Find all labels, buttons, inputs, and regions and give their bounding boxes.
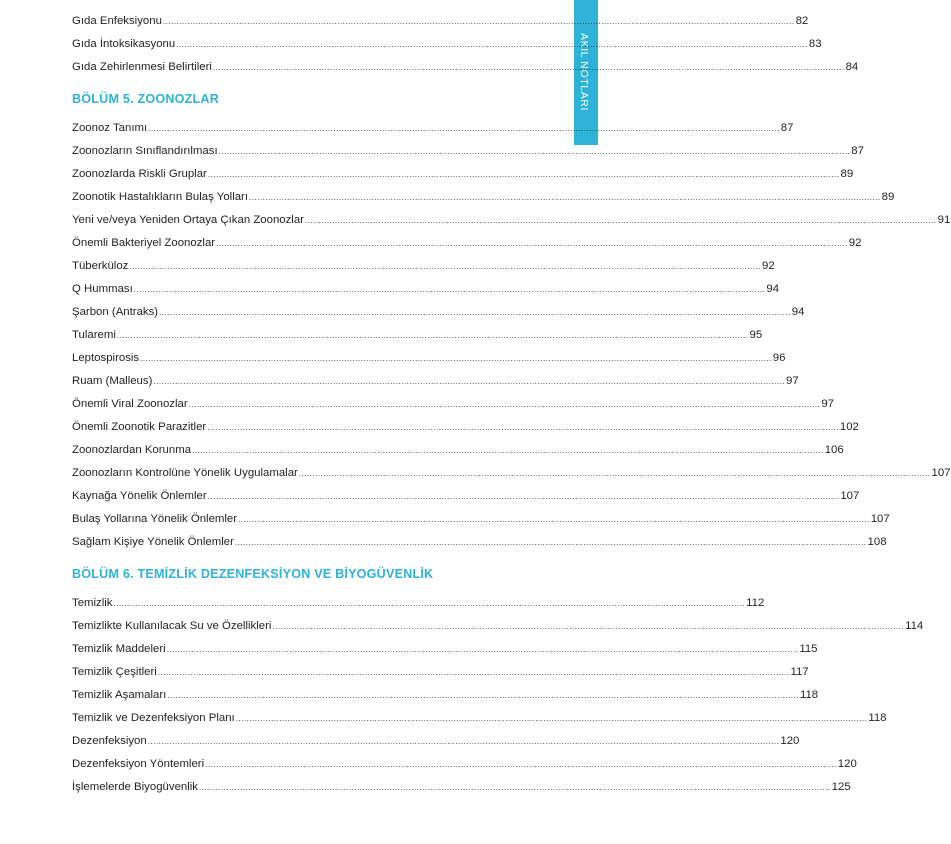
toc-entry-title: Dezenfeksiyon Yöntemleri [72, 758, 205, 770]
dot-leader: ........................................................................................................................................................................................................................................ [298, 469, 931, 478]
dot-leader: ........................................................................................................................................................................................................................................ [207, 492, 840, 501]
toc-entry-page: 95 [749, 329, 763, 341]
toc-entry-title: Temizlik [72, 597, 113, 609]
chapter-heading: BÖLÜM 5. ZOONOZLAR [72, 92, 220, 106]
toc-entry-page: 94 [791, 306, 805, 318]
toc-entry-page: 89 [881, 191, 895, 203]
toc-entry [72, 278, 780, 301]
toc-entry-page: 117 [790, 666, 809, 678]
toc-entry-page: 92 [848, 237, 862, 249]
toc-entry [72, 462, 951, 485]
toc-entry-page: 96 [772, 352, 786, 364]
toc-entry [72, 56, 859, 79]
toc-entry-title: Dezenfeksiyon [72, 735, 147, 747]
toc-entry-title: Leptospirosis [72, 352, 140, 364]
dot-leader: ........................................................................................................................................................................................................................................ [216, 239, 848, 248]
toc-entry-title: Q Humması [72, 283, 133, 295]
toc-entry-page: 120 [837, 758, 857, 770]
dot-leader: ........................................................................................................................................................................................................................................ [235, 714, 868, 723]
dot-leader: ........................................................................................................................................................................................................................................ [272, 622, 905, 631]
toc-entry-page: 87 [780, 122, 794, 134]
dot-leader: ........................................................................................................................................................................................................................................ [199, 783, 831, 792]
toc-entry-title: Sağlam Kişiye Yönelik Önlemler [72, 536, 234, 548]
dot-leader: ........................................................................................................................................................................................................................................ [176, 40, 808, 49]
toc-entry [72, 439, 844, 462]
dot-leader: ........................................................................................................................................................................................................................................ [205, 760, 837, 769]
toc-entry [72, 531, 887, 554]
toc-entry [72, 776, 851, 799]
toc-entry [72, 10, 809, 33]
toc-entry-title: Ruam (Malleus) [72, 375, 153, 387]
toc-entry-page: 108 [867, 536, 887, 548]
toc-entry-title: Önemli Bakteriyel Zoonozlar [72, 237, 216, 249]
toc-entry-page: 112 [746, 597, 765, 609]
toc-entry [72, 232, 862, 255]
toc-entry-title: İşlemelerde Biyogüvenlik [72, 781, 198, 793]
dot-leader: ........................................................................................................................................................................................................................................ [207, 423, 839, 432]
toc-entry-title: Gıda Enfeksiyonu [72, 15, 162, 27]
toc-entry-title: Yeni ve/veya Yeniden Ortaya Çıkan Zoonozlar [72, 214, 304, 226]
toc-entry-title: Temizlik Maddeleri [72, 643, 166, 655]
toc-entry-title: Önemli Zoonotik Parazitler [72, 421, 207, 433]
toc-entry [72, 416, 859, 439]
toc-entry-title: Tüberküloz [72, 260, 129, 272]
side-tab-label: AKIL NOTLARI [578, 33, 590, 111]
toc-entry-title: Zoonozların Sınıflandırılması [72, 145, 218, 157]
toc-entry [72, 163, 854, 186]
toc-entry-page: 114 [905, 620, 924, 632]
dot-leader: ........................................................................................................................................................................................................................................ [167, 691, 799, 700]
toc-entry [72, 324, 763, 347]
toc-entry [72, 592, 765, 615]
toc-entry-title: Temizlik Çeşitleri [72, 666, 157, 678]
dot-leader: ........................................................................................................................................................................................................................................ [162, 17, 795, 26]
toc-entry-page: 107 [870, 513, 890, 525]
toc-entry-page: 84 [845, 61, 859, 73]
dot-leader: ........................................................................................................................................................................................................................................ [212, 63, 845, 72]
toc-entry-page: 92 [762, 260, 775, 272]
toc-entry-title: Temizlikte Kullanılacak Su ve Özellikleri [72, 620, 272, 632]
toc-entry [72, 684, 819, 707]
toc-entry [72, 730, 800, 753]
toc-entry [72, 186, 895, 209]
toc-entry-title: Tularemi [72, 329, 116, 341]
dot-leader: ........................................................................................................................................................................................................................................ [234, 538, 867, 547]
toc-entry [72, 707, 887, 730]
toc-entry-title: Zoonotik Hastalıkların Bulaş Yolları [72, 191, 249, 203]
dot-leader: ........................................................................................................................................................................................................................................ [153, 377, 786, 386]
toc-entry-page: 125 [831, 781, 851, 793]
toc-entry [72, 661, 809, 684]
dot-leader: ........................................................................................................................................................................................................................................ [148, 124, 780, 133]
toc-entry-page: 91 [937, 214, 951, 226]
toc-entry [72, 33, 822, 56]
toc-entry-page: 97 [786, 375, 799, 387]
toc-entry-page: 120 [780, 735, 800, 747]
toc-entry-title: Gıda İntoksikasyonu [72, 38, 176, 50]
toc-entry-page: 118 [799, 689, 819, 701]
dot-leader: ........................................................................................................................................................................................................................................ [147, 737, 780, 746]
toc-entry-title: Zoonoz Tanımı [72, 122, 148, 134]
toc-entry [72, 615, 924, 638]
toc-entry-page: 97 [821, 398, 834, 410]
dot-leader: ........................................................................................................................................................................................................................................ [157, 668, 790, 677]
dot-leader: ........................................................................................................................................................................................................................................ [192, 446, 824, 455]
toc-entry [72, 209, 951, 232]
toc-entry-title: Zoonozlardan Korunma [72, 444, 192, 456]
dot-leader: ........................................................................................................................................................................................................................................ [133, 285, 766, 294]
toc-entry [72, 370, 799, 393]
toc-entry-title: Temizlik Aşamaları [72, 689, 167, 701]
toc-entry-page: 83 [808, 38, 822, 50]
dot-leader: ........................................................................................................................................................................................................................................ [249, 193, 881, 202]
toc-entry [72, 638, 818, 661]
dot-leader: ........................................................................................................................................................................................................................................ [188, 400, 821, 409]
dot-leader: ........................................................................................................................................................................................................................................ [166, 645, 799, 654]
toc-entry [72, 508, 890, 531]
toc-entry [72, 393, 834, 416]
toc-entry-page: 106 [824, 444, 844, 456]
dot-leader: ........................................................................................................................................................................................................................................ [116, 331, 749, 340]
dot-leader: ........................................................................................................................................................................................................................................ [207, 170, 840, 179]
toc-entry-title: Bulaş Yollarına Yönelik Önlemler [72, 513, 238, 525]
toc-entry [72, 140, 864, 163]
dot-leader: ........................................................................................................................................................................................................................................ [129, 262, 762, 271]
toc-entry-title: Önemli Viral Zoonozlar [72, 398, 188, 410]
toc-entry-page: 115 [799, 643, 818, 655]
dot-leader: ........................................................................................................................................................................................................................................ [238, 515, 870, 524]
toc-entry-page: 89 [840, 168, 854, 180]
toc-entry-page: 87 [851, 145, 864, 157]
dot-leader: ........................................................................................................................................................................................................................................ [218, 147, 851, 156]
toc-entry-page: 118 [868, 712, 887, 724]
toc-entry-page: 107 [840, 490, 860, 502]
toc-entry-page: 102 [839, 421, 859, 433]
toc-entry-page: 94 [766, 283, 780, 295]
toc-entry [72, 117, 794, 140]
toc-entry-title: Zoonozlarda Riskli Gruplar [72, 168, 207, 180]
dot-leader: ........................................................................................................................................................................................................................................ [304, 216, 937, 225]
toc-entry [72, 347, 786, 370]
toc-entry-page: 107 [931, 467, 951, 479]
toc-entry-title: Gıda Zehirlenmesi Belirtileri [72, 61, 212, 73]
toc-entry [72, 301, 805, 324]
toc-entry-page: 82 [795, 15, 809, 27]
dot-leader: ........................................................................................................................................................................................................................................ [140, 354, 772, 363]
toc-entry-title: Şarbon (Antraks) [72, 306, 159, 318]
toc-entry [72, 753, 857, 776]
toc-entry-title: Zoonozların Kontrolüne Yönelik Uygulamalar [72, 467, 298, 479]
toc-entry-title: Temizlik ve Dezenfeksiyon Planı [72, 712, 235, 724]
toc-entry [72, 485, 860, 508]
dot-leader: ........................................................................................................................................................................................................................................ [159, 308, 791, 317]
chapter-heading: BÖLÜM 6. TEMİZLİK DEZENFEKSİYON VE BİYOGÜVENLİK [72, 567, 434, 581]
toc-entry-title: Kaynağa Yönelik Önlemler [72, 490, 207, 502]
dot-leader: ........................................................................................................................................................................................................................................ [113, 599, 746, 608]
toc-entry [72, 255, 775, 278]
